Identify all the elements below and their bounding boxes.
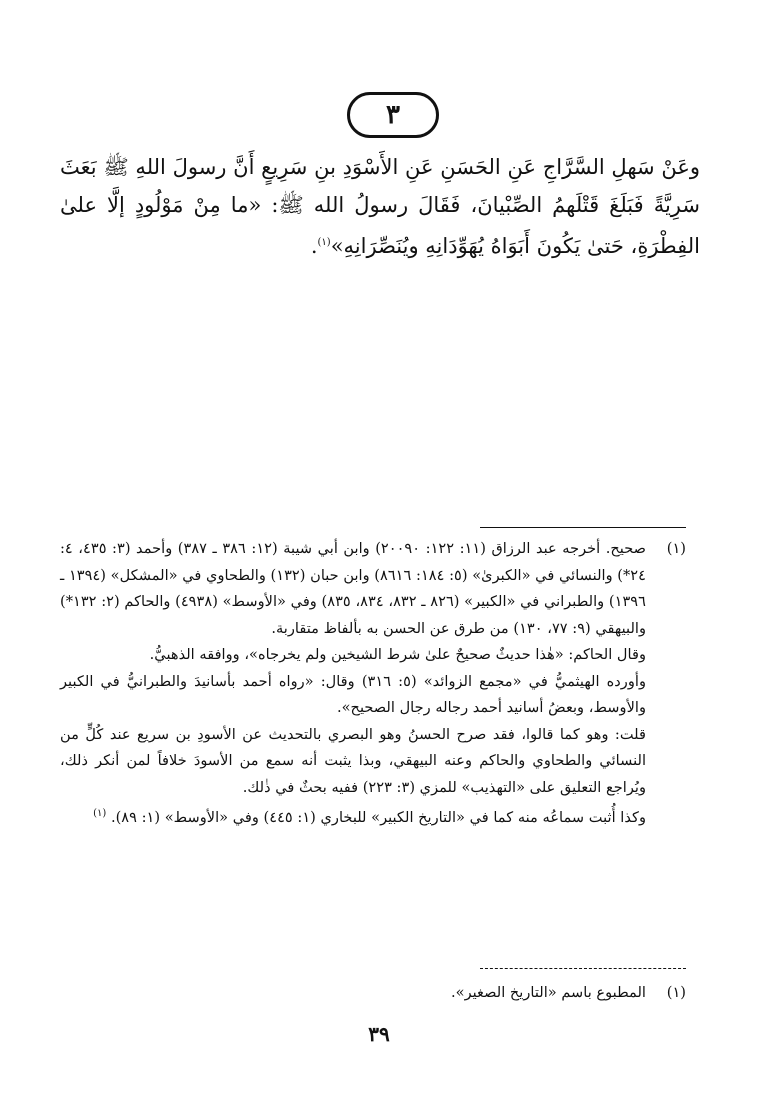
footnote-paragraph-text: وكذا أُثبت سماعُه منه كما في «التاريخ الكبير» للبخاري (١: ٤٤٥) وفي «الأوسط» (١: ٨٩). [110, 808, 646, 826]
hadith-number: ٣ [386, 100, 400, 130]
footnote-ref: (١) [317, 237, 331, 248]
footnote-separator [480, 527, 686, 528]
footnote-number: (١) [666, 540, 686, 557]
page-number: ٣٩ [368, 1022, 390, 1046]
subfootnote-separator [480, 968, 686, 969]
subfootnotes [60, 980, 686, 1006]
hadith-number-badge [347, 92, 439, 138]
subfootnote-number: (١) [666, 984, 686, 1001]
footnote-body [60, 536, 646, 831]
footnote-paragraph [60, 801, 646, 831]
footnote-item [60, 536, 686, 831]
footnotes [60, 536, 686, 831]
inner-footnote-ref: (١) [93, 808, 107, 819]
hadith-body: وعَنْ سَهلِ السَّرَّاجِ عَنِ الحَسَنِ عَنِ الأَسْوَدِ بنِ سَرِيعٍ أَنَّ رسولَ اللهِ ﷺ بَعَثَ سَرِيَّةً فَبَلَغَ قَتْلَهمُ الصِّبْيانَ، فَقَالَ رسولُ الله ﷺ: «ما مِنْ مَوْلُودٍ إلَّا علىٰ الفِطْرَةِ، حَتىٰ يَكُونَ أَبَوَاهُ يُهَوِّدَانِهِ ويُنَصِّرَانِهِ» [60, 155, 700, 258]
subfootnote-text: المطبوع باسم «التاريخ الصغير». [451, 984, 646, 1001]
footnote-paragraph: وأورده الهيثميُّ في «مجمع الزوائد» (٥: ٣١٦) وقال: «رواه أحمد بأسانيدَ والطبرانيُّ في الكبير والأوسط، وبعضُ أسانيد أحمد رجاله رجال الصحيح». [60, 672, 647, 716]
footnote-paragraph: وقال الحاكم: «هٰذا حديثٌ صحيحٌ علىٰ شرط الشيخين ولم يخرجاه»، ووافقه الذهبيُّ. [149, 646, 646, 663]
footnote-paragraph: قلت: وهو كما قالوا، فقد صرح الحسنُ وهو البصري بالتحديث عن الأسودِ بن سريع عند كُلٍّ من النسائي والطحاوي والحاكم وعنه البيهقي، وبذا يثبت أنه سمع من الأسودَ خلافاً لمن أنكر ذلك، ويُراجع التعليق على «التهذيب» للمزي (٣: ٢٢٣) ففيه بحثٌ في ذٰلك. [60, 725, 646, 796]
hadith-paragraph [60, 148, 700, 265]
footnote-paragraph: صحيح. أخرجه عبد الرزاق (١١: ١٢٢: ٢٠٠٩٠) وابن أبي شيبة (١٢: ٣٨٦ ـ ٣٨٧) وأحمد (٣: ٤٣٥، ٤: ٢٤*) والنسائي في «الكبرىٰ» (٥: ١٨٤: ٨٦١٦) وابن حبان (١٣٢) والطحاوي في «المشكل» (١٣٩٤ ـ ١٣٩٦) والطبراني في «الكبير» (٨٢٦ ـ ٨٣٢، ٨٣٤، ٨٣٥) وفي «الأوسط» (٤٩٣٨) والحاكم (٢: ١٣٢*) والبيهقي (٩: ٧٧، ١٣٠) من طرق عن الحسن به بألفاظ متقاربة. [60, 540, 647, 637]
hadith-text [60, 148, 700, 265]
hadith-end: . [310, 234, 318, 258]
